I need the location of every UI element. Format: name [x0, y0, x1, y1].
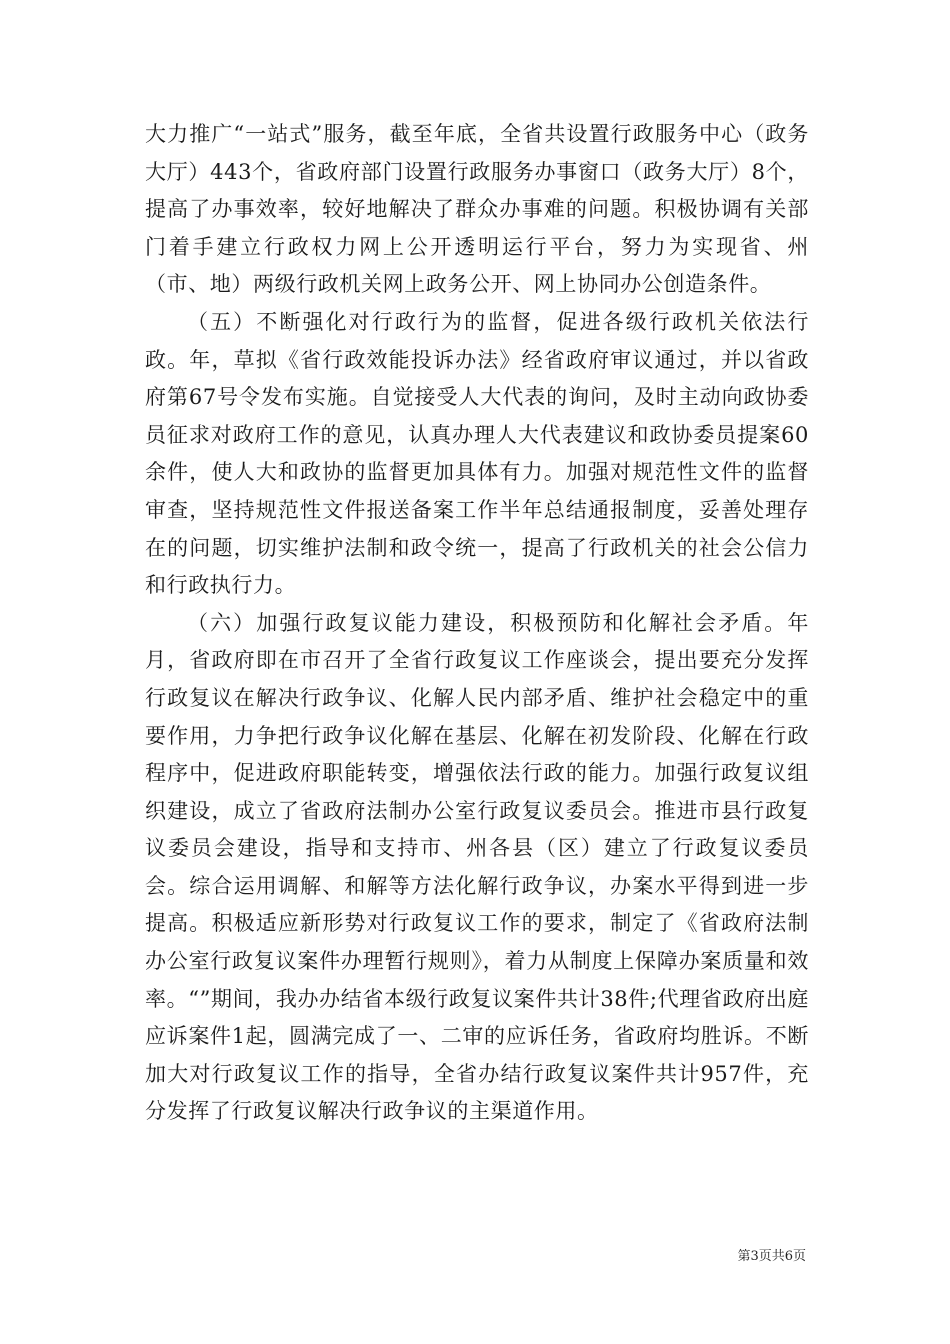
paragraph-section-six: （六）加强行政复议能力建设，积极预防和化解社会矛盾。年月，省政府即在市召开了全省行政复议工作座谈会，提出要充分发挥行政复议在解决行政争议、化解人民内部矛盾、维护社会稳定中的重要作用，力争把行政争议化解在基层、化解在初发阶段、化解在行政程序中，促进政府职能转变，增强依法行政的能力。加强行政复议组织建设，成立了省政府法制办公室行政复议委员会。推进市县行政复议委员会建设，指导和支持市、州各县（区）建立了行政复议委员会。综合运用调解、和解等方法化解行政争议，办案水平得到进一步提高。积极适应新形势对行政复议工作的要求，制定了《省政府法制办公室行政复议案件办理暂行规则》，着力从制度上保障办案质量和效率。“”期间，我办办结省本级行政复议案件共计38件;代理省政府出庭应诉案件1起，圆满完成了一、二审的应诉任务，省政府均胜诉。不断加大对行政复议工作的指导，全省办结行政复议案件共计957件，充分发挥了行政复议解决行政争议的主渠道作用。 [145, 610, 809, 1124]
paragraph-continuation: 大力推广“一站式”服务，截至年底，全省共设置行政服务中心（政务大厅）443个，省政府部门设置行政服务办事窗口（政务大厅）8个，提高了办事效率，较好地解决了群众办事难的问题。积极协调有关部门着手建立行政权力网上公开透明运行平台，努力为实现省、州（市、地）两级行政机关网上政务公开、网上协同办公创造条件。 [145, 122, 809, 297]
paragraph-section-five: （五）不断强化对行政行为的监督，促进各级行政机关依法行政。年，草拟《省行政效能投诉办法》经省政府审议通过，并以省政府第67号令发布实施。自觉接受人大代表的询问，及时主动向政协委员征求对政府工作的意见，认真办理人大代表建议和政协委员提案60余件，使人大和政协的监督更加具体有力。加强对规范性文件的监督审查，坚持规范性文件报送备案工作半年总结通报制度，妥善处理存在的问题，切实维护法制和政令统一，提高了行政机关的社会公信力和行政执行力。 [145, 309, 809, 598]
page-number-footer: 第3页共6页 [737, 1249, 806, 1264]
document-body [145, 116, 809, 1131]
